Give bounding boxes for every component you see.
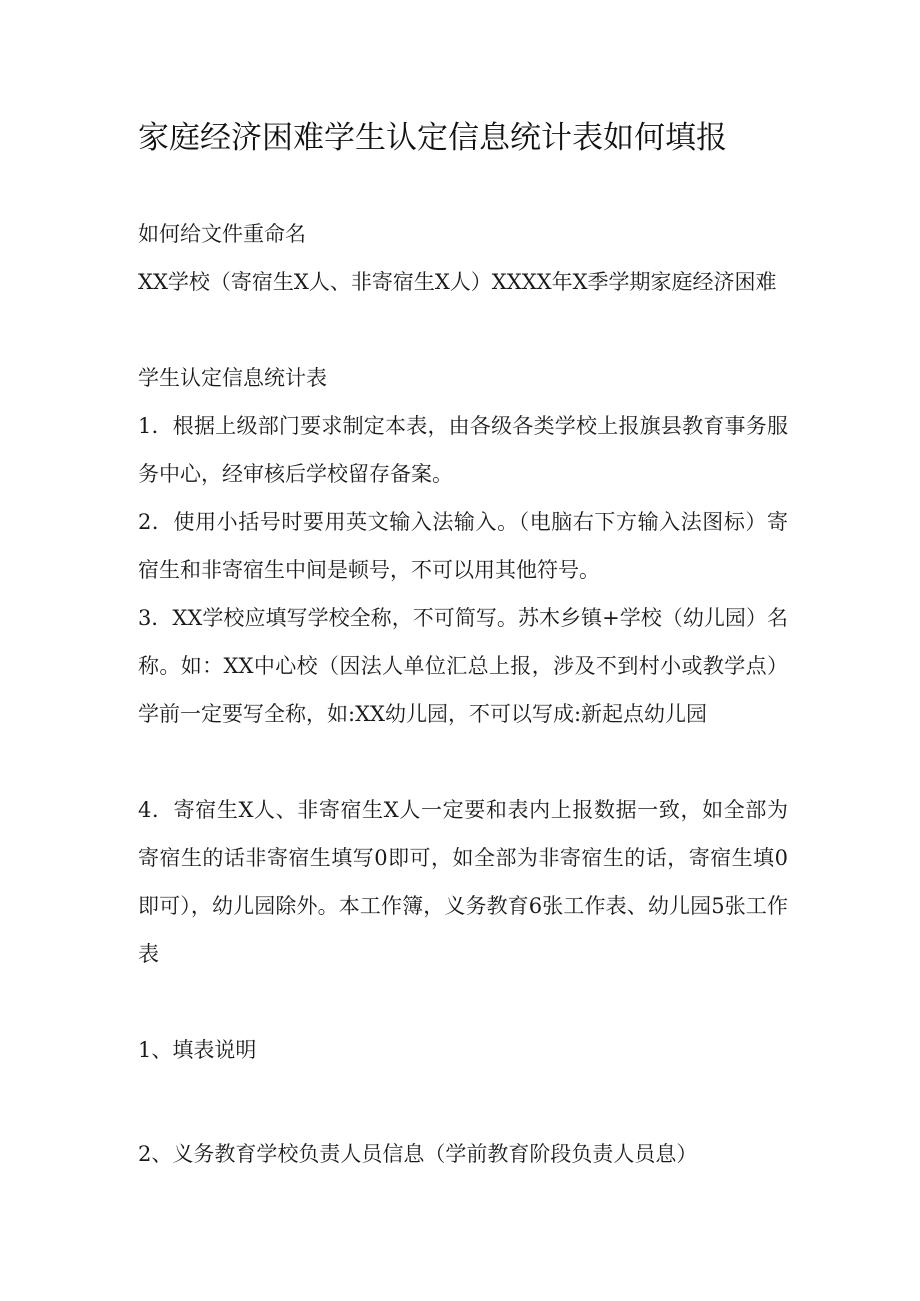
rename-heading: 如何给文件重命名: [138, 222, 306, 246]
section-heading-fill-instructions: 1、填表说明: [138, 1038, 257, 1062]
instruction-item-4: 4．寄宿生X人、非寄宿生X人一定要和表内上报数据一致，如全部为寄宿生的话非寄宿生填写0即可，如全部为非寄宿生的话，寄宿生填0即可），幼儿园除外。本工作簿，义务教育6张工作表、幼儿园5张工作表: [138, 798, 788, 966]
section-heading-staff-info: 2、义务教育学校负责人员信息（学前教育阶段负责人员息）: [138, 1142, 698, 1166]
instruction-item-2: 2．使用小括号时要用英文输入法输入。（电脑右下方输入法图标）寄宿生和非寄宿生中间是顿号，不可以用其他符号。: [138, 510, 788, 582]
document-title: 家庭经济困难学生认定信息统计表如何填报: [138, 120, 727, 156]
instruction-item-3: 3．XX学校应填写学校全称，不可简写。苏木乡镇+学校（幼儿园）名称。如：XX中心校（因法人单位汇总上报，涉及不到村小或教学点）学前一定要写全称，如:XX幼儿园，不可以写成:新起点幼儿园: [138, 606, 788, 726]
filename-pattern: XX学校（寄宿生X人、非寄宿生X人）XXXX年X季学期家庭经济困难: [138, 270, 777, 294]
filename-suffix: 学生认定信息统计表: [138, 366, 327, 390]
instruction-item-1: 1．根据上级部门要求制定本表，由各级各类学校上报旗县教育事务服务中心，经审核后学校留存备案。: [138, 414, 788, 486]
